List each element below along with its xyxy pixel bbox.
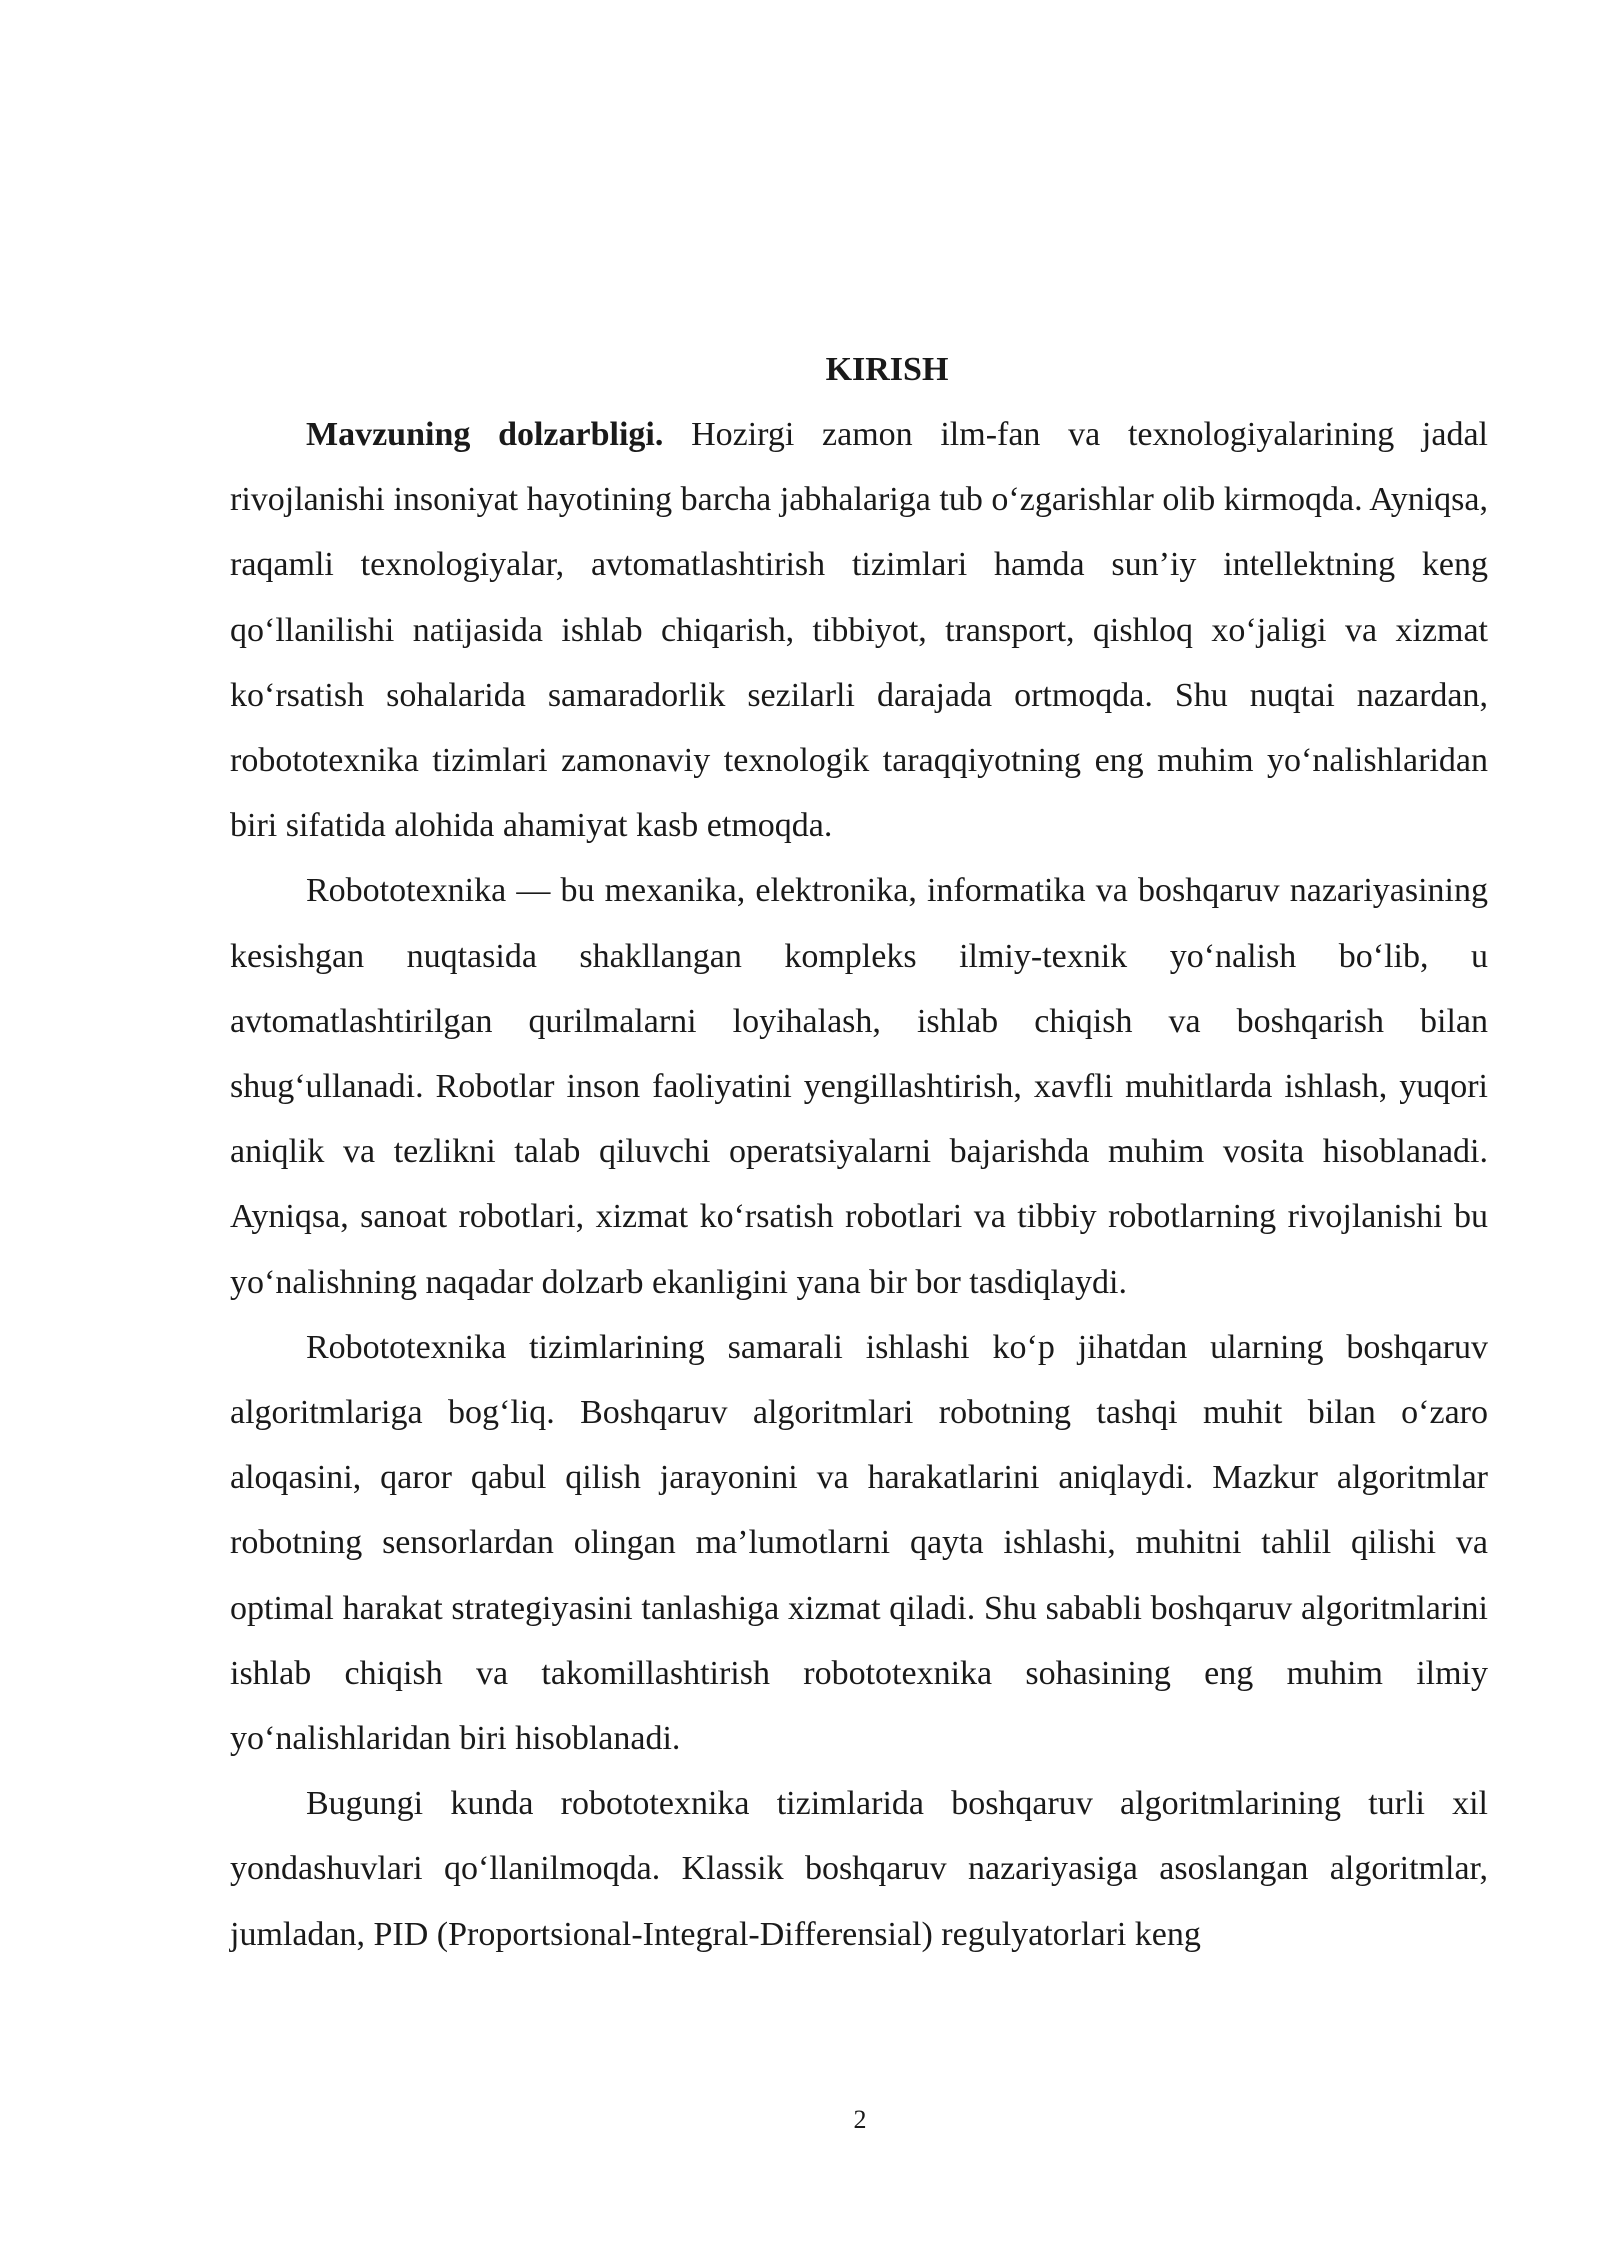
paragraph-text: Hozirgi zamon ilm-fan va texnologiyalarining jadal rivojlanishi insoniyat hayotining barcha jabhalariga tub o‘zgarishlar olib kirmoqda. Ayniqsa, raqamli texnologiyalar, avtomatlashtirish tizimlari hamda sun’iy intellektning keng qo‘llanilishi natijasida ishlab chiqarish, tibbiyot, transport, qishloq xo‘jaligi va xizmat ko‘rsatish sohalarida samaradorlik sezilarli darajada ortmoqda. Shu nuqtai nazardan, robototexnika tizimlari zamonaviy texnologik taraqqiyotning eng muhim yo‘nalishlaridan biri sifatida alohida ahamiyat kasb etmoqda. [230, 416, 1489, 845]
paragraph-text: Bugungi kunda robototexnika tizimlarida boshqaruv algoritmlarining turli xil yondashuvlari qo‘llanilmoqda. Klassik boshqaruv nazariyasiga asoslangan algoritmlar, jumladan, PID (Proportsional-Integral-Differensial) regulyatorlari keng [230, 1785, 1488, 1953]
paragraph-control-algorithms [230, 1315, 1488, 1771]
paragraph-approaches [230, 1771, 1488, 1967]
paragraph-robotics-definition [230, 858, 1488, 1314]
paragraph-lead: Mavzuning dolzarbligi. [306, 416, 664, 453]
paragraph-text: Robototexnika — bu mexanika, elektronika, informatika va boshqaruv nazariyasining kesishgan nuqtasida shakllangan kompleks ilmiy-texnik yo‘nalish bo‘lib, u avtomatlashtirilgan qurilmalarni loyihalash, ishlab chiqish va boshqarish bilan shug‘ullanadi. Robotlar inson faoliyatini yengillashtirish, xavfli muhitlarda ishlash, yuqori aniqlik va tezlikni talab qiluvchi operatsiyalarni bajarishda muhim vosita hisoblanadi. Ayniqsa, sanoat robotlari, xizmat ko‘rsatish robotlari va tibbiy robotlarning rivojlanishi bu yo‘nalishning naqadar dolzarb ekanligini yana bir bor tasdiqlaydi. [230, 872, 1488, 1301]
paragraph-text: Robototexnika tizimlarining samarali ishlashi ko‘p jihatdan ularning boshqaruv algoritmlariga bog‘liq. Boshqaruv algoritmlari robotning tashqi muhit bilan o‘zaro aloqasini, qaror qabul qilish jarayonini va harakatlarini aniqlaydi. Mazkur algoritmlar robotning sensorlardan olingan ma’lumotlarni qayta ishlashi, muhitni tahlil qilishi va optimal harakat strategiyasini tanlashiga xizmat qiladi. Shu sababli boshqaruv algoritmlarini ishlab chiqish va takomillashtirish robototexnika sohasining eng muhim ilmiy yo‘nalishlaridan biri hisoblanadi. [230, 1328, 1488, 1758]
section-title: KIRISH [825, 351, 949, 388]
page-number: 2 [853, 2105, 867, 2134]
page-content [230, 345, 1488, 1967]
paragraph-relevance [230, 402, 1488, 858]
